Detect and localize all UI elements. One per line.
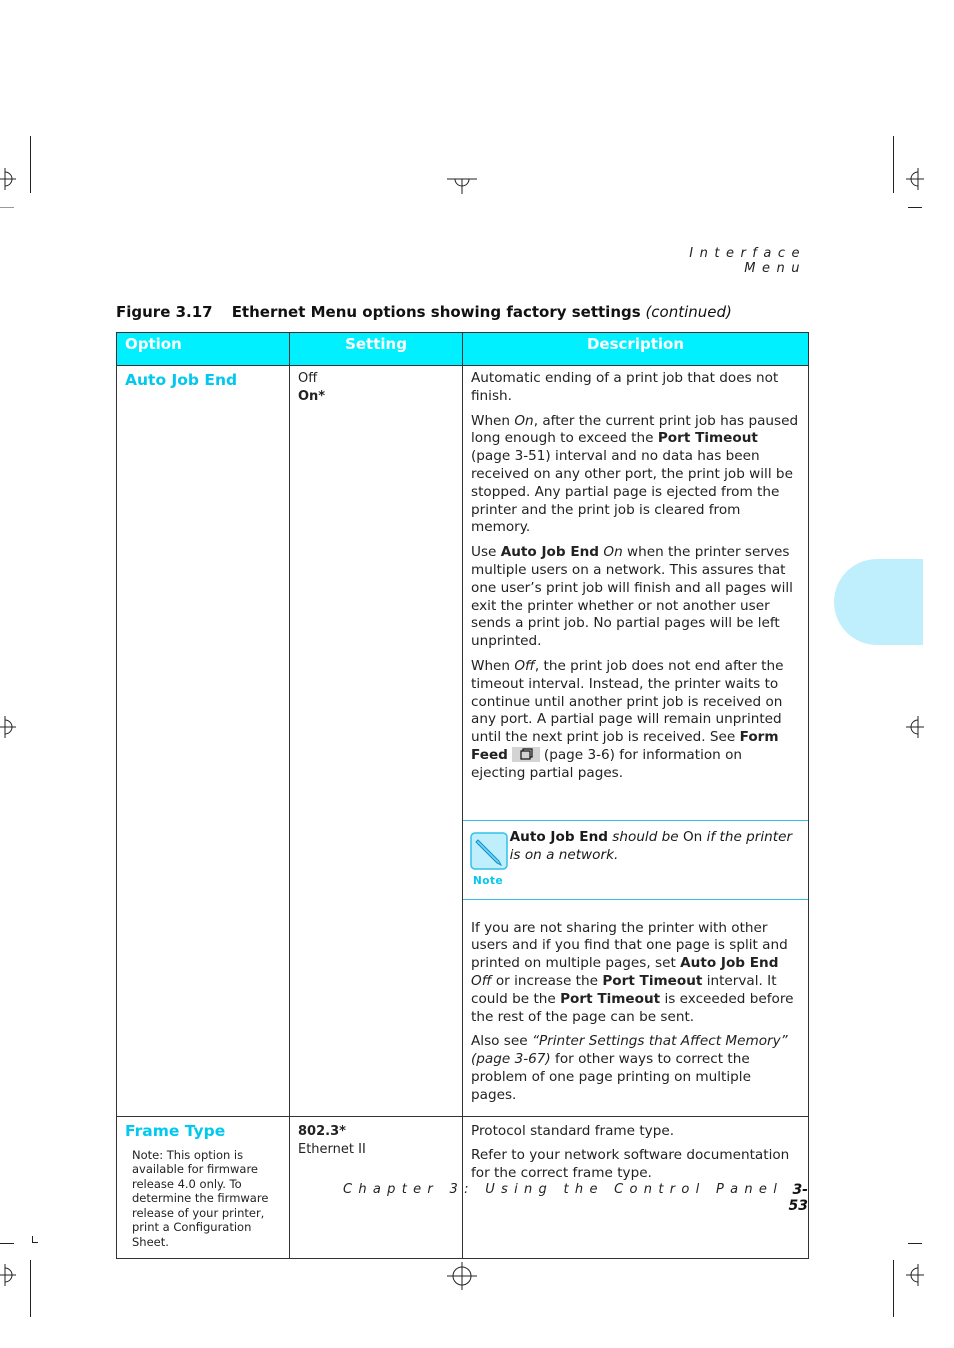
option-cell	[117, 1116, 290, 1258]
registration-mark-icon	[0, 168, 16, 190]
setting-default: 802.3*	[298, 1123, 346, 1139]
description-paragraph: Automatic ending of a print job that does not finish.	[471, 370, 779, 404]
crop-mark	[908, 1243, 922, 1244]
description-paragraph: Also see “Printer Settings that Affect Memory” (page 3-67) for other ways to correct the problem of one page printing on multiple pages.	[471, 1033, 788, 1103]
running-head: Interface Menu	[689, 246, 806, 276]
chapter-thumb-tab	[834, 559, 923, 645]
column-header-description: Description	[463, 333, 809, 366]
description-paragraph: When On, after the current print job has paused long enough to exceed the Port Timeout (page 3-51) interval and no data has been received on any other port, the print job will be stopped. Any partial page is ejected from the printer and the print job is cleared from memory.	[471, 412, 799, 536]
figure-caption: Ethernet Menu options showing factory settings	[231, 303, 641, 321]
note-callout	[463, 820, 808, 900]
crop-mark	[32, 1242, 38, 1243]
registration-mark-icon	[447, 1262, 477, 1290]
column-header-option: Option	[117, 333, 290, 366]
description-paragraph: Refer to your network software documentation for the correct frame type.	[471, 1147, 790, 1182]
figure-label: Figure 3.17	[116, 303, 213, 321]
crop-mark	[30, 1260, 31, 1317]
description-paragraph: If you are not sharing the printer with other users and if you find that one page is split and printed on multiple pages, set Auto Job End Off or increase the Port Timeout interval. It could be the Port Timeout is exceeded before the rest of the page can be sent.	[471, 919, 794, 1025]
options-table	[116, 332, 809, 1259]
table-row	[117, 366, 809, 1117]
option-name: Frame Type	[125, 1121, 226, 1140]
registration-mark-icon	[0, 716, 16, 738]
crop-mark	[0, 207, 14, 208]
setting-value: Ethernet II	[298, 1141, 366, 1157]
registration-mark-icon	[906, 716, 924, 738]
description-cell	[463, 366, 809, 1117]
figure-continued: (continued)	[645, 303, 732, 321]
setting-default: On*	[298, 389, 326, 404]
note-text: Auto Job End should be On if the printer is on a network.	[509, 828, 793, 863]
description-paragraph: When Off, the print job does not end after the timeout interval. Instead, the printer waits to continue until another print job is received on any port. A partial page will remain unprinted until the next print job is received. See Form Feed (page 3-6) for information on ejecting partial pages.	[471, 657, 784, 781]
crop-mark	[893, 136, 894, 193]
registration-mark-icon	[0, 1264, 16, 1286]
crop-mark	[908, 207, 922, 208]
description-paragraph: Use Auto Job End On when the printer serves multiple users on a network. This assures that one user’s print job will finish and all pages will exit the printer whether or not another user sends a print job. No partial pages will be left unprinted.	[471, 544, 793, 650]
option-name: Auto Job End	[125, 371, 238, 389]
crop-mark	[0, 1243, 14, 1244]
crop-mark	[893, 1260, 894, 1317]
page-number: 3-53	[788, 1182, 808, 1214]
note-pencil-icon	[470, 832, 508, 870]
description-paragraph: Protocol standard frame type.	[471, 1122, 675, 1139]
registration-mark-icon	[906, 168, 924, 190]
option-cell	[117, 366, 290, 1117]
setting-cell	[290, 366, 463, 1117]
option-note: Note: This option is available for firmware release 4.0 only. To determine the firmware release of your printer, print a Configuration Sheet.	[132, 1147, 269, 1249]
column-header-setting: Setting	[290, 333, 463, 366]
note-label: Note	[473, 874, 504, 887]
figure-title	[116, 303, 732, 321]
registration-mark-icon	[906, 1264, 924, 1286]
form-feed-key-icon	[512, 747, 540, 762]
registration-mark-icon	[447, 176, 477, 194]
table-header-row	[117, 333, 809, 366]
chapter-footer: Chapter 3: Using the Control Panel	[343, 1182, 784, 1197]
setting-value: Off	[298, 371, 318, 386]
crop-mark	[30, 136, 31, 193]
